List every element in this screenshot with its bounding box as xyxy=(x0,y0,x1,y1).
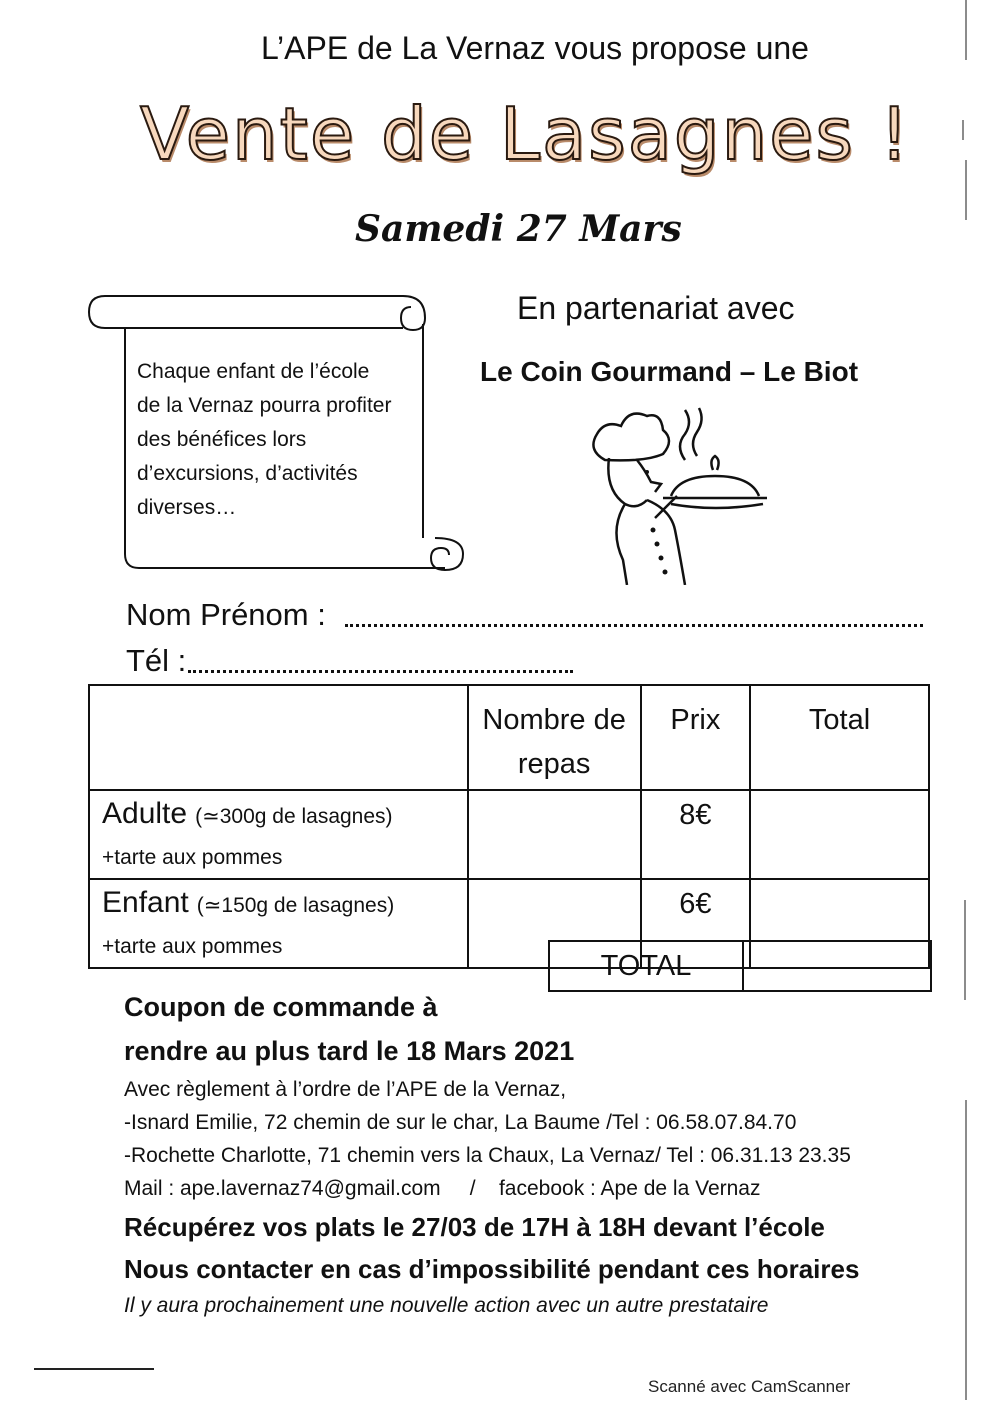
scroll-line: d’excursions, d’activités xyxy=(137,462,358,485)
scroll-line: des bénéfices lors xyxy=(137,428,307,451)
footer-info xyxy=(124,985,944,1323)
table-row xyxy=(89,790,929,879)
row-name: Enfant xyxy=(102,886,189,919)
scroll-line: de la Vernaz pourra profiter xyxy=(137,394,392,417)
coupon-deadline: rendre au plus tard le 18 Mars 2021 xyxy=(124,1036,575,1066)
meal-count-cell[interactable] xyxy=(468,790,641,879)
grand-total-label: TOTAL xyxy=(549,941,743,991)
chef-icon xyxy=(575,400,775,585)
divider xyxy=(34,1368,154,1370)
pickup-info: Récupérez vos plats le 27/03 de 17H à 18H devant l’école xyxy=(124,1212,825,1242)
name-field-line[interactable] xyxy=(345,614,923,627)
scroll-line: diverses… xyxy=(137,496,237,519)
scroll-line: Chaque enfant de l’école xyxy=(137,360,370,383)
partner-intro: En partenariat avec xyxy=(517,290,795,326)
row-detail: (≃300g de lasagnes) xyxy=(195,805,393,828)
contact-line: -Rochette Charlotte, 71 chemin vers la Chaux, La Vernaz/ Tel : 06.31.13 23.35 xyxy=(124,1144,851,1167)
header-empty xyxy=(89,685,468,790)
page-edge-mark xyxy=(960,0,970,1416)
intro-text: L’APE de La Vernaz vous propose une xyxy=(261,30,809,66)
scroll-message xyxy=(137,355,437,525)
table-header-row xyxy=(89,685,929,790)
row-label xyxy=(89,879,468,968)
scanner-watermark: Scanné avec CamScanner xyxy=(648,1377,851,1396)
next-action-note: Il y aura prochainement une nouvelle action avec un autre prestataire xyxy=(124,1294,769,1317)
grand-total-cell[interactable] xyxy=(743,941,931,991)
price-cell: 6€ xyxy=(641,879,750,968)
contact-note: Nous contacter en cas d’impossibilité pendant ces horaires xyxy=(124,1254,860,1284)
tel-field-label: Tél : xyxy=(126,643,187,678)
total-cell[interactable] xyxy=(750,790,929,879)
payment-note: Avec règlement à l’ordre de l’APE de la Vernaz, xyxy=(124,1078,567,1101)
header-price: Prix xyxy=(641,685,750,790)
name-field-label: Nom Prénom : xyxy=(126,597,326,632)
row-extra: +tarte aux pommes xyxy=(102,935,283,958)
contact-line: -Isnard Emilie, 72 chemin de sur le char, La Baume /Tel : 06.58.07.84.70 xyxy=(124,1111,797,1134)
order-table xyxy=(88,684,930,969)
row-name: Adulte xyxy=(102,797,188,830)
event-date: Samedi 27 Mars xyxy=(355,208,682,250)
partner-name: Le Coin Gourmand – Le Biot xyxy=(480,356,859,387)
header-meal-count: Nombre de repas xyxy=(468,685,641,790)
row-detail: (≃150g de lasagnes) xyxy=(196,894,395,917)
row-extra: +tarte aux pommes xyxy=(102,846,283,869)
page-title: Vente de Lasagnes ! xyxy=(140,92,911,176)
tel-field-line[interactable] xyxy=(188,660,573,673)
coupon-line: Coupon de commande à xyxy=(124,992,438,1022)
header-total: Total xyxy=(750,685,929,790)
price-cell: 8€ xyxy=(641,790,750,879)
mail-facebook-line: Mail : ape.lavernaz74@gmail.com / facebook : Ape de la Vernaz xyxy=(124,1177,761,1200)
row-label xyxy=(89,790,468,879)
